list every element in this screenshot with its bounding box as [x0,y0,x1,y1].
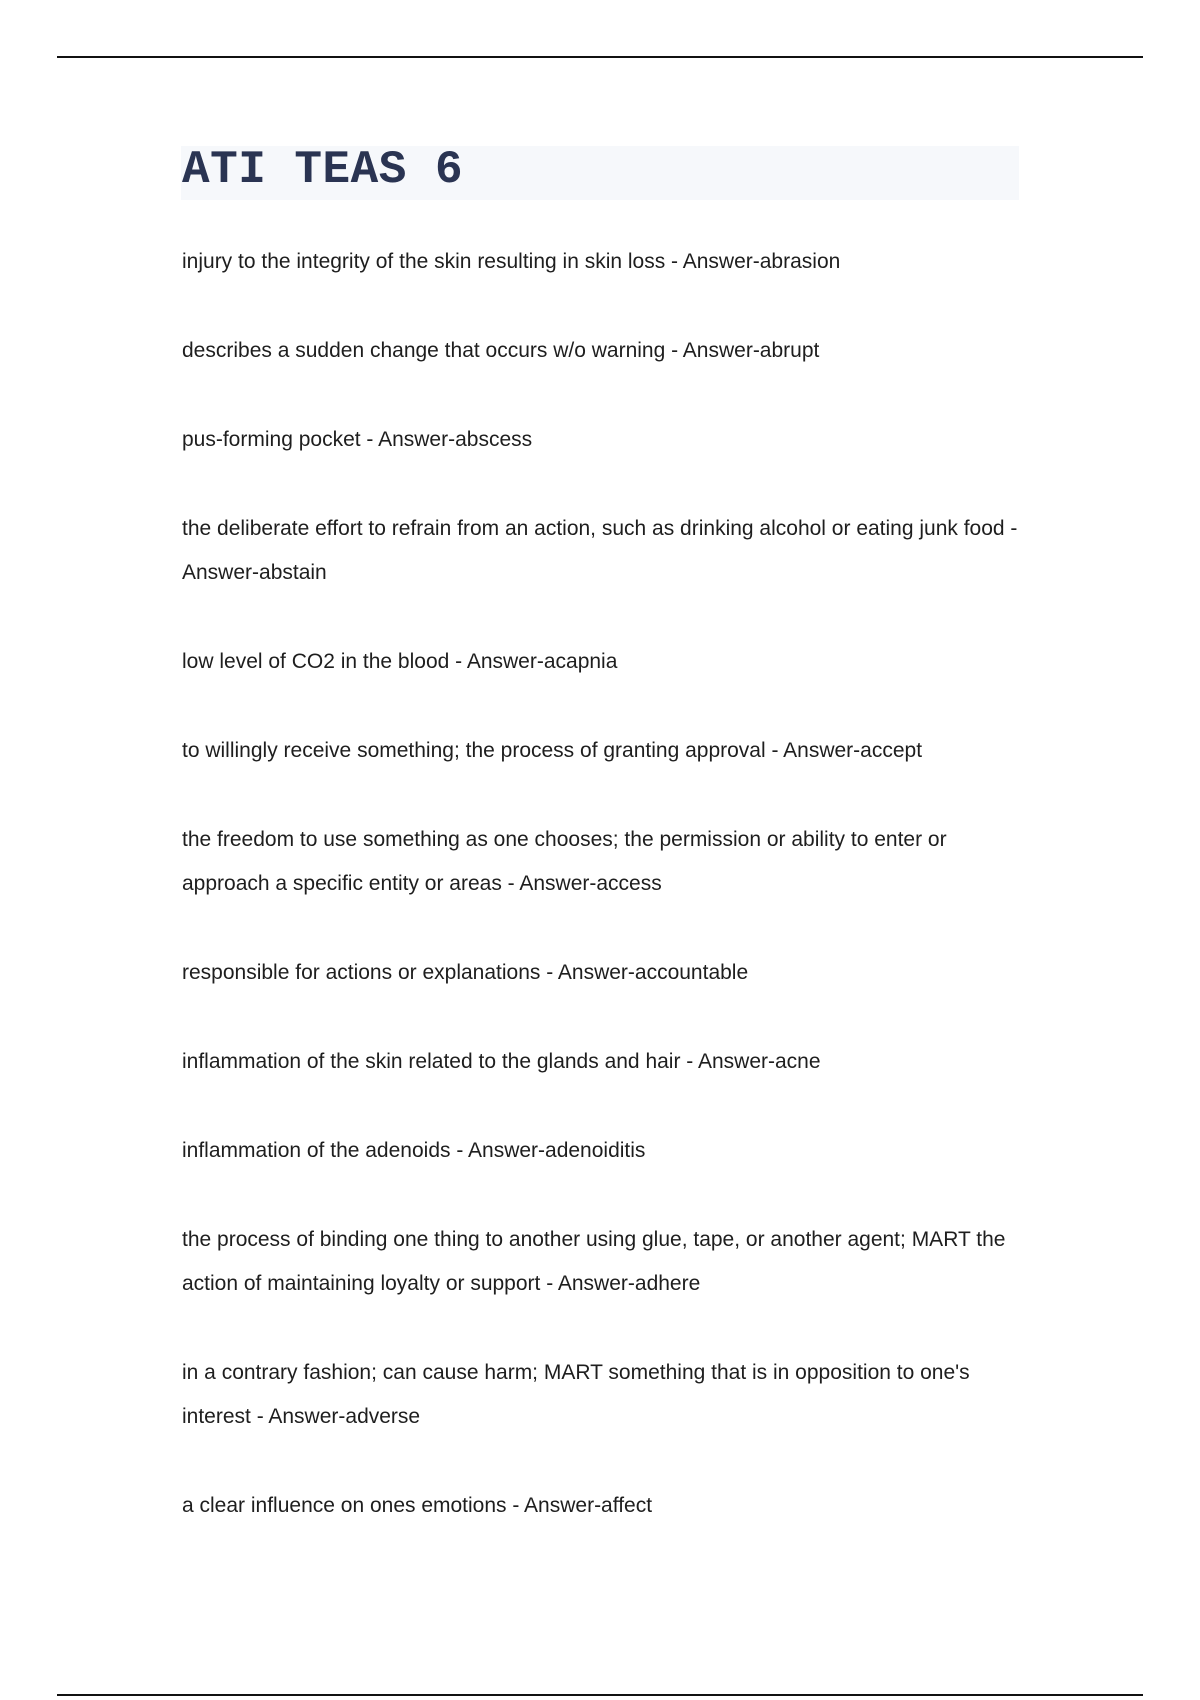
flashcard-entry: responsible for actions or explanations - Answer-accountable [182,961,749,984]
document-title: ATI TEAS 6 [182,144,464,196]
flashcard-entry: pus-forming pocket - Answer-abscess [182,428,533,451]
flashcard-entry: injury to the integrity of the skin resulting in skin loss - Answer-abrasion [182,250,841,273]
flashcard-entry: a clear influence on ones emotions - Answer-affect [182,1494,653,1517]
flashcard-entry: describes a sudden change that occurs w/o warning - Answer-abrupt [182,339,820,362]
flashcard-entry: inflammation of the adenoids - Answer-adenoiditis [182,1139,646,1162]
flashcard-list [182,240,1032,1573]
flashcard-entry: the process of binding one thing to another using glue, tape, or another agent; MART the action of maintaining loyalty or support - Answer-adhere [182,1228,1006,1295]
flashcard-entry: to willingly receive something; the process of granting approval - Answer-accept [182,739,923,762]
bottom-rule [57,1694,1143,1696]
flashcard-entry: low level of CO2 in the blood - Answer-acapnia [182,650,618,673]
flashcard-entry: the deliberate effort to refrain from an action, such as drinking alcohol or eating junk food - Answer-abstain [182,517,1018,584]
top-rule [57,56,1143,58]
flashcard-entry: in a contrary fashion; can cause harm; MART something that is in opposition to one's interest - Answer-adverse [182,1361,970,1428]
flashcard-entry: inflammation of the skin related to the glands and hair - Answer-acne [182,1050,821,1073]
flashcard-entry: the freedom to use something as one chooses; the permission or ability to enter or approach a specific entity or areas - Answer-access [182,828,947,895]
